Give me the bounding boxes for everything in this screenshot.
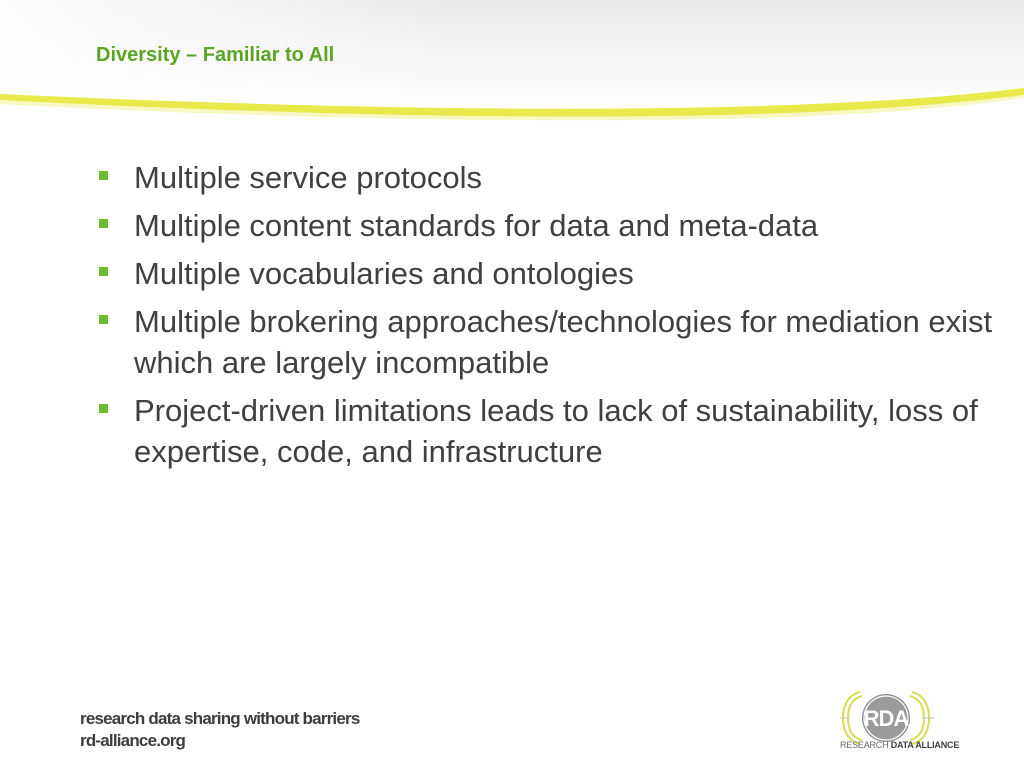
square-bullet-icon (99, 219, 108, 228)
logo-text: RDA (863, 706, 909, 731)
bullet-text: Multiple brokering approaches/technologies for mediation exist which are largely incompatible (134, 304, 993, 380)
square-bullet-icon (99, 267, 108, 276)
logo-wordmark (840, 740, 959, 750)
bullet-text: Multiple content standards for data and meta-data (134, 208, 819, 243)
bullet-item (96, 157, 996, 198)
square-bullet-icon (99, 404, 108, 413)
square-bullet-icon (99, 171, 108, 180)
bullet-item (96, 205, 996, 246)
footer-url: rd-alliance.org (80, 731, 186, 750)
bullet-item (96, 253, 996, 294)
square-bullet-icon (99, 315, 108, 324)
bullet-text: Project-driven limitations leads to lack of sustainability, loss of expertise, code, and infrastructure (134, 393, 978, 469)
logo-word-light: RESEARCH (840, 740, 889, 750)
bullet-item (96, 390, 996, 472)
footer-tagline: research data sharing without barriers (80, 709, 360, 728)
bullet-list (96, 157, 996, 479)
bullet-text: Multiple service protocols (134, 160, 483, 195)
logo-word-bold: DATA ALLIANCE (890, 740, 960, 750)
bullet-item (96, 301, 996, 383)
slide-title: Diversity – Familiar to All (96, 44, 335, 66)
bullet-text: Multiple vocabularies and ontologies (134, 256, 634, 291)
